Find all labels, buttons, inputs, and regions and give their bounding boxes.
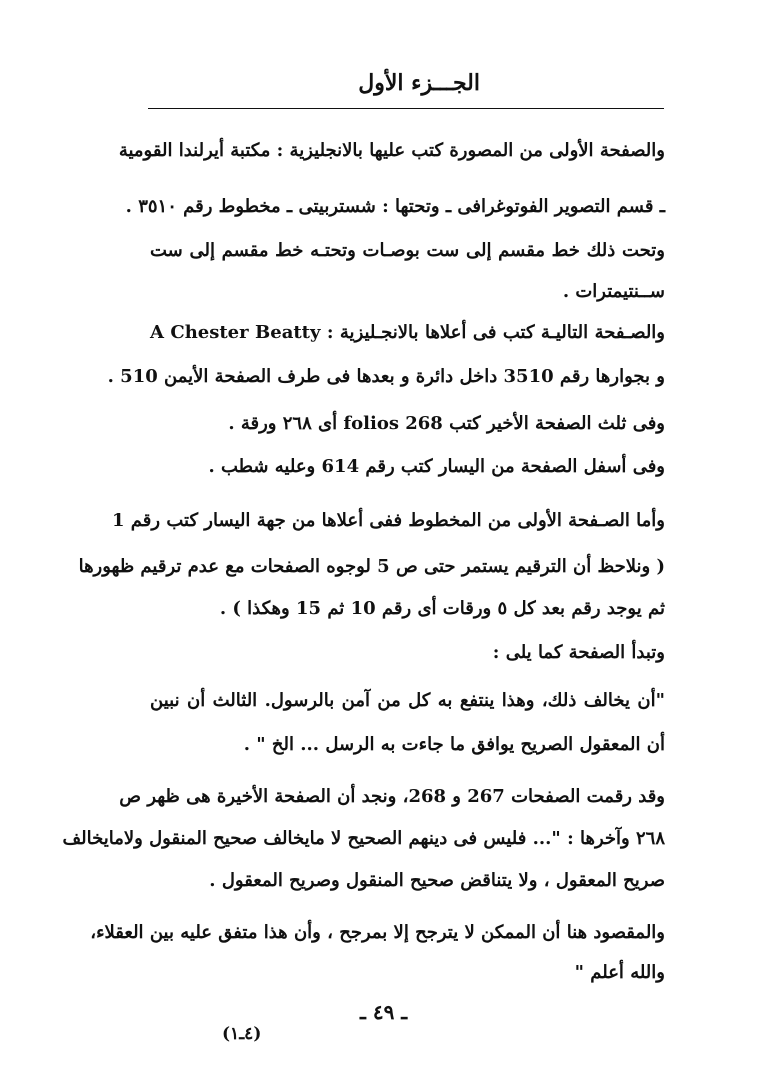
- signature-mark: (٤ـ١): [222, 1024, 262, 1044]
- text-line-4: ســنتيمترات .: [562, 281, 665, 302]
- text-line-11: ثم يوجد رقم بعد كل ٥ ورقات أى رقم 10 ثم 15 وهكذا ) .: [219, 598, 665, 619]
- page-header-title: الجـــزء الأول: [358, 70, 480, 96]
- text-line-14: أن المعقول الصريح يوافق ما جاءت به الرسل ... الخ " .: [243, 734, 665, 755]
- text-line-9: وأما الصـفحة الأولى من المخطوط ففى أعلاها من جهة اليسار كتب رقم 1: [112, 510, 665, 531]
- text-line-5: والصـفحة التاليـة كتب فى أعلاها بالانجـليزية : A Chester Beatty: [150, 322, 665, 343]
- text-line-12: وتبدأ الصفحة كما يلى :: [492, 642, 665, 663]
- text-line-13: "أن يخالف ذلك، وهذا ينتفع به كل من آمن بالرسول. الثالث أن نبين: [150, 690, 665, 711]
- page-number: ـ ٤٩ ـ: [360, 1000, 408, 1024]
- text-line-16: ٢٦٨ وآخرها : "... فليس فى دينهم الصحيح لا مايخالف صحيح المنقول ولامايخالف: [62, 828, 665, 849]
- text-line-15: وقد رقمت الصفحات 267 و 268، ونجد أن الصفحة الأخيرة هى ظهر ص: [119, 786, 665, 807]
- text-line-8: وفى أسفل الصفحة من اليسار كتب رقم 614 وعليه شطب .: [208, 456, 665, 477]
- text-line-18: والمقصود هنا أن الممكن لا يترجح إلا بمرجح ، وأن هذا متفق عليه بين العقلاء،: [90, 922, 665, 943]
- text-line-17: صريح المعقول ، ولا يتناقض صحيح المنقول وصريح المعقول .: [209, 870, 665, 891]
- text-line-6: و بجوارها رقم 3510 داخل دائرة و بعدها فى طرف الصفحة الأيمن 510 .: [107, 366, 665, 387]
- header-rule: [148, 108, 664, 109]
- text-line-7: وفى ثلث الصفحة الأخير كتب folios 268 أى ٢٦٨ ورقة .: [228, 413, 665, 434]
- text-line-2: ـ قسم التصوير الفوتوغرافى ـ وتحتها : شستربيتى ـ مخطوط رقم ٣٥١٠ .: [125, 196, 665, 217]
- text-line-3: وتحت ذلك خط مقسم إلى ست بوصـات وتحتـه خط مقسم إلى ست: [150, 240, 665, 261]
- text-line-1: والصفحة الأولى من المصورة كتب عليها بالانجليزية : مكتبة أيرلندا القومية: [118, 140, 665, 161]
- text-line-19: والله أعلم ": [574, 962, 665, 983]
- text-line-10: ( ونلاحظ أن الترقيم يستمر حتى ص 5 لوجوه الصفحات مع عدم ترقيم ظهورها: [78, 556, 665, 577]
